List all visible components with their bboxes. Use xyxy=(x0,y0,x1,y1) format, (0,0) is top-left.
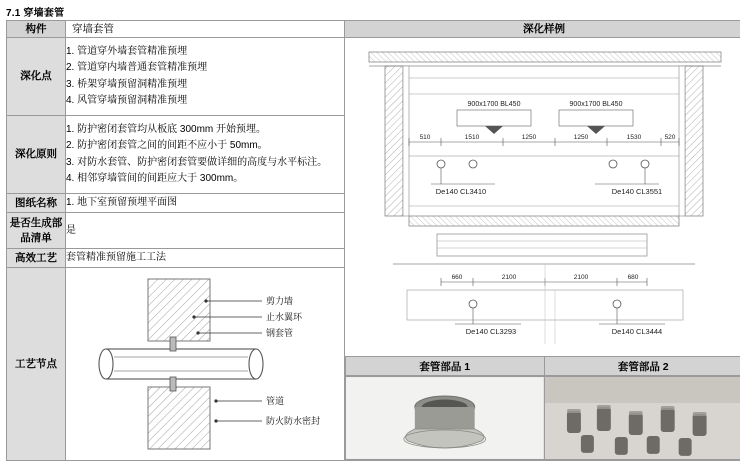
svg-text:680: 680 xyxy=(628,274,639,281)
deep-point-item: 3. 桥架穿墙预留洞精准预埋 xyxy=(66,77,344,93)
header-sample: 深化样例 xyxy=(345,21,740,38)
svg-text:1510: 1510 xyxy=(465,134,480,141)
svg-text:De140 CL3410: De140 CL3410 xyxy=(436,187,486,196)
deep-point-item: 4. 风管穿墙预留洞精准预埋 xyxy=(66,93,344,109)
label-drawing-name: 图纸名称 xyxy=(7,194,66,213)
svg-text:De140 CL3551: De140 CL3551 xyxy=(612,187,662,196)
component-spec-table xyxy=(6,20,740,461)
table-header-row xyxy=(7,21,740,38)
node-detail-diagram xyxy=(66,269,338,459)
svg-text:剪力墙: 剪力墙 xyxy=(266,295,293,306)
svg-text:1250: 1250 xyxy=(574,134,589,141)
photo-sleeve-1 xyxy=(346,377,545,460)
page-title: 7.1 穿墙套管 xyxy=(6,4,64,19)
deep-principle-item: 3. 对防水套管、防护密闭套管要做详细的高度与水平标注。 xyxy=(66,155,344,171)
photo-sleeve-2 xyxy=(544,377,740,460)
svg-text:2100: 2100 xyxy=(574,274,589,281)
svg-text:520: 520 xyxy=(665,134,676,141)
value-deep-points xyxy=(66,38,345,116)
svg-text:De140 CL3444: De140 CL3444 xyxy=(612,327,662,336)
value-bom: 是 xyxy=(66,213,345,248)
value-drawing-name: 1. 地下室预留预埋平面图 xyxy=(66,194,345,213)
label-deep-principles: 深化原则 xyxy=(7,116,66,194)
label-node: 工艺节点 xyxy=(7,268,66,461)
svg-text:管道: 管道 xyxy=(266,395,284,406)
svg-text:防火防水密封: 防火防水密封 xyxy=(266,415,320,426)
svg-text:900x1700 BL450: 900x1700 BL450 xyxy=(570,101,623,108)
sample-drawing-wrapper xyxy=(345,38,740,460)
sleeve-part-1-image xyxy=(346,377,544,459)
photo-caption-1: 套管部品 1 xyxy=(346,357,545,376)
deep-point-item: 1. 管道穿外墙套管精准预埋 xyxy=(66,44,344,60)
value-deep-principles xyxy=(66,116,345,194)
svg-text:900x1700 BL450: 900x1700 BL450 xyxy=(468,101,521,108)
header-component: 构件 xyxy=(7,21,66,38)
deep-point-item: 2. 管道穿内墙普通套管精准预埋 xyxy=(66,60,344,76)
photo-caption-row xyxy=(345,356,740,376)
photo-caption-2: 套管部品 2 xyxy=(544,357,740,376)
svg-text:De140 CL3293: De140 CL3293 xyxy=(466,327,516,336)
node-diagram-cell xyxy=(66,268,345,461)
svg-text:止水翼环: 止水翼环 xyxy=(266,311,303,322)
photo-row xyxy=(345,376,740,460)
sleeve-part-2-image xyxy=(545,377,740,459)
svg-text:1250: 1250 xyxy=(522,134,537,141)
deep-principle-item: 4. 相邻穿墙管间的间距应大于 300mm。 xyxy=(66,171,344,187)
svg-text:510: 510 xyxy=(420,134,431,141)
row-deep-points xyxy=(7,38,740,116)
sample-drawing-cell xyxy=(345,38,740,461)
svg-text:钢套管: 钢套管 xyxy=(266,327,293,338)
label-bom: 是否生成部品清单 xyxy=(7,213,66,248)
header-component-name: 穿墙套管 xyxy=(66,21,345,38)
engineering-drawing xyxy=(345,38,740,356)
svg-text:2100: 2100 xyxy=(502,274,517,281)
svg-text:1530: 1530 xyxy=(627,134,642,141)
deep-principle-item: 1. 防护密闭套管均从板底 300mm 开始预埋。 xyxy=(66,122,344,138)
value-process: 套管精准预留施工工法 xyxy=(66,248,345,267)
deep-principle-item: 2. 防护密闭套管之间的间距不应小于 50mm。 xyxy=(66,138,344,154)
label-process: 高效工艺 xyxy=(7,248,66,267)
svg-text:660: 660 xyxy=(452,274,463,281)
label-deep-points: 深化点 xyxy=(7,38,66,116)
